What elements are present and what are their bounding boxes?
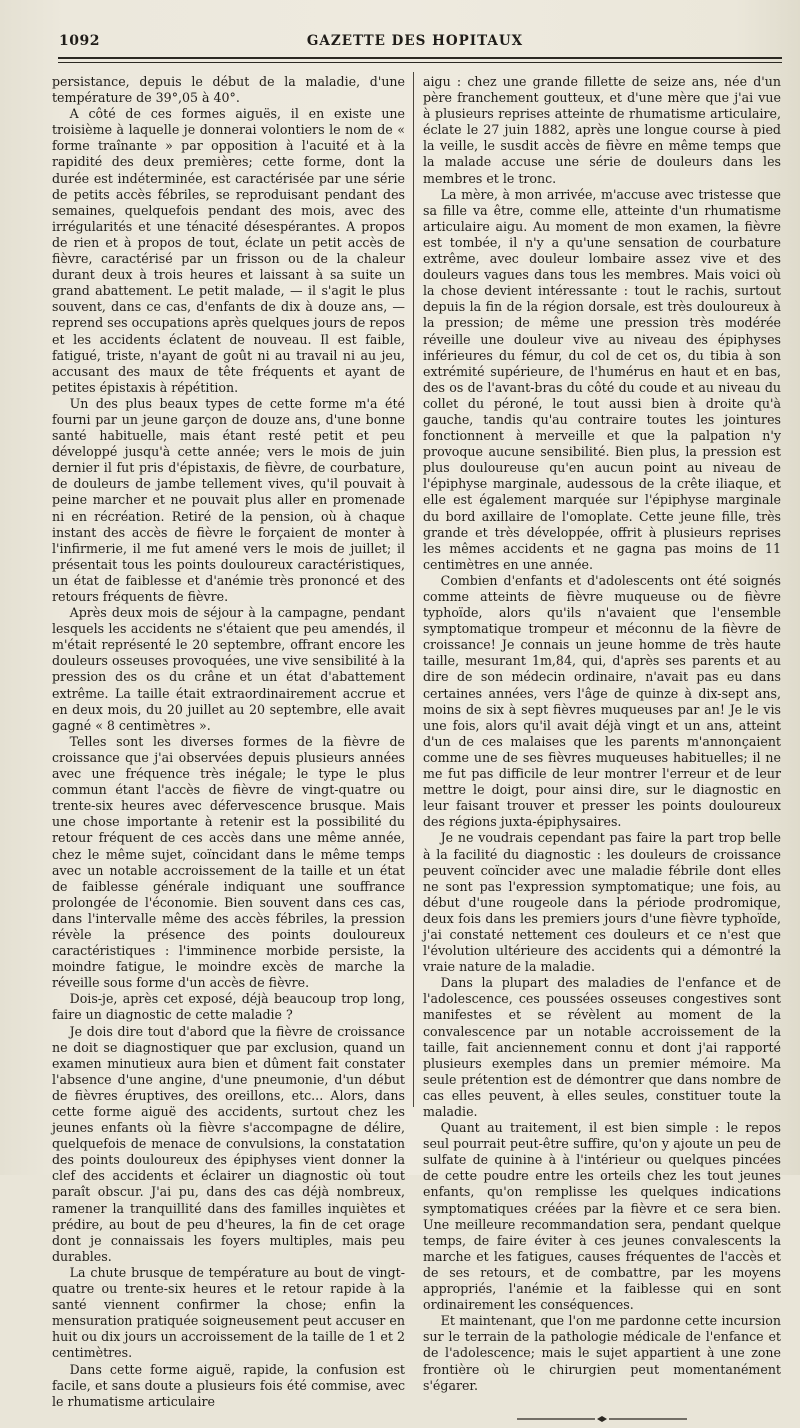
paragraph: Quant au traitement, il est bien simple : le repos seul pourrait peut-être suffire, qu'on y ajoute un peu de sulfate de quinine à à l'intérieur ou quelques pincées de cette poudre entre les orteils chez les tout jeunes enfants, qu'on remplisse les quelques indications symptomatiques créées par la fièvre et ce sera bien. Une meilleure recommandation sera, pendant quelque temps, de faire éviter à ces jeunes convalescents la marche et les fatigues, causes fréquentes de l'accès et de ses retours, et de combattre, par les moyens appropriés, l'anémie et la faiblesse qui en sont ordinairement les conséquences. — [423, 1120, 781, 1313]
paragraph: Je dois dire tout d'abord que la fièvre de croissance ne doit se diagnostiquer que par exclusion, quand un examen minutieux aura bien et dûment fait constater l'absence d'une angine, d'une pneumonie, d'un début de fièvres éruptives, des oreillons, etc... Alors, dans cette forme aiguë des accidents, surtout chez les jeunes enfants où la fièvre s'accompagne de délire, quelquefois de menace de convulsions, la constatation des points douloureux des épiphyses vient donner la clef des accidents et éclairer un diagnostic où tout paraît obscur. J'ai pu, dans des cas déjà nombreux, ramener la tranquillité dans des familles inquiètes et prédire, au bout de peu d'heures, la fin de cet orage dont je connaissais les foyers multiples, mais peu durables. — [52, 1023, 405, 1264]
paragraph: La chute brusque de température au bout de vingt-quatre ou trente-six heures et le retour rapide à la santé viennent confirmer la chose; enfin la mensuration pratiquée soigneusement peut accuser en huit ou dix jours un accroissement de la taille de 1 et 2 centimètres. — [52, 1264, 405, 1361]
paragraph: Telles sont les diverses formes de la fièvre de croissance que j'ai observées depuis plusieurs années avec une fréquence très inégale; le type le plus commun étant l'accès de fièvre de vingt-quatre ou trente-six heures avec défervescence brusque. Mais une chose importante à retenir est la possibilité du retour fréquent de ces accès dans une même année, chez le même sujet, coïncidant dans le même temps avec un notable accroissement de la taille et un état de faiblesse générale indiquant une souffrance prolongée de l'économie. Bien souvent dans ces cas, dans l'intervalle même des accès fébriles, la pression révèle la présence des points douloureux caractéristiques : l'imminence morbide persiste, la moindre fatigue, le moindre excès de marche la réveille sous forme d'un accès de fièvre. — [52, 733, 405, 991]
paragraph: Dois-je, après cet exposé, déjà beaucoup trop long, faire un diagnostic de cette maladie ? — [52, 991, 405, 1023]
page-header — [50, 31, 780, 53]
left-column — [52, 74, 405, 1410]
ornament-rule-icon — [517, 1415, 687, 1423]
journal-title: GAZETTE DES HOPITAUX — [306, 33, 524, 49]
right-column — [423, 74, 781, 1428]
paragraph: Et maintenant, que l'on me pardonne cette incursion sur le terrain de la pathologie médicale de l'enfance et de l'adolescence; mais le sujet appartient à une zone frontière où le chirurgien peut momentanément s'égarer. — [423, 1313, 781, 1393]
header-rule-thin — [58, 62, 782, 63]
page-number: 1092 — [59, 33, 100, 49]
paragraph: Après deux mois de séjour à la campagne, pendant lesquels les accidents ne s'étaient que peu amendés, il m'était représenté le 20 septembre, offrant encore les douleurs osseuses provoquées, une vive sensibilité à la pression des os du crâne et un état d'abattement extrême. La taille était extraordinairement accrue et en deux mois, du 20 juillet au 20 septembre, elle avait gagné « 8 centimètres ». — [52, 605, 405, 733]
header-rule-thick — [58, 57, 782, 59]
paragraph: Dans la plupart des maladies de l'enfance et de l'adolescence, ces poussées osseuses congestives sont manifestes et se révèlent au moment de la convalescence par un notable accroissement de la taille, fait anciennement connu et dont j'ai rapporté plusieurs exemples dans un premier mémoire. Ma seule prétention est de démontrer que dans nombre de cas elles peuvent, à elles seules, constituer toute la maladie. — [423, 975, 781, 1119]
section-end-ornament — [423, 1412, 781, 1428]
column-divider — [413, 72, 414, 1107]
paragraph: A côté de ces formes aiguës, il en existe une troisième à laquelle je donnerai volontiers le nom de « forme traînante » par opposition à l'acuité et à la rapidité des deux premières; cette forme, dont la durée est indéterminée, est caractérisée par une série de petits accès fébriles, se reproduisant pendant des semaines, quelquefois pendant des mois, avec des irrégularités et une ténacité désespérantes. A propos de rien et à propos de tout, éclate un petit accès de fièvre, caractérisé par un frisson ou de la chaleur durant deux à trois heures et laissant à sa suite un grand abattement. Le petit malade, — il s'agit le plus souvent, dans ce cas, d'enfants de dix à douze ans, — reprend ses occupations après quelques jours de repos et les accidents éclatent de nouveau. Il est faible, fatigué, triste, n'ayant de goût ni au travail ni au jeu, accusant des maux de tête fréquents et ayant de petites épistaxis à répétition. — [52, 106, 405, 395]
paragraph: Je ne voudrais cependant pas faire la part trop belle à la facilité du diagnostic : les douleurs de croissance peuvent coïncider avec une maladie fébrile dont elles ne sont pas l'expression symptomatique; une fois, au début d'une rougeole dans la période prodromique, deux fois dans les premiers jours d'une fièvre typhoïde, j'ai constaté nettement ces douleurs et ce n'est que l'évolution ultérieure des accidents qui a démontré la vraie nature de la maladie. — [423, 830, 781, 975]
paragraph: Combien d'enfants et d'adolescents ont été soignés comme atteints de fièvre muqueuse ou de fièvre typhoïde, alors qu'ils n'avaient que l'ensemble symptomatique trompeur et méconnu de la fièvre de croissance! Je connais un jeune homme de très haute taille, mesurant 1m,84, qui, d'après ses parents et au dire de son médecin ordinaire, n'avait pas eu dans certaines années, vers l'âge de quinze à dix-sept ans, moins de six à sept fièvres muqueuses par an! Je le vis une fois, alors qu'il avait déjà vingt et un ans, atteint d'un de ces malaises que les parents m'annonçaient comme une de ses fièvres muqueuses habituelles; il ne me fut pas difficile de leur montrer l'erreur et de leur mettre le doigt, pour ainsi dire, sur le diagnostic en leur faisant trouver et presser les points douloureux des régions juxta-épiphysaires. — [423, 572, 781, 830]
paragraph: persistance, depuis le début de la maladie, d'une température de 39°,05 à 40°. — [52, 74, 405, 106]
paragraph: Dans cette forme aiguë, rapide, la confusion est facile, et sans doute a plusieurs fois été commise, avec le rhumatisme articulaire — [52, 1361, 405, 1409]
paragraph: aigu : chez une grande fillette de seize ans, née d'un père franchement goutteux, et d'une mère que j'ai vue à plusieurs reprises atteinte de rhumatisme articulaire, éclate le 27 juin 1882, après une longue course à pied la veille, le susdit accès de fièvre en même temps que la malade accuse une série de douleurs dans les membres et le tronc. — [423, 74, 781, 186]
paragraph: La mère, à mon arrivée, m'accuse avec tristesse que sa fille va être, comme elle, atteinte d'un rhumatisme articulaire aigu. Au moment de mon examen, la fièvre est tombée, il n'y a qu'une sensation de courbature extrême, avec douleur lombaire assez vive et des douleurs vagues dans tous les membres. Mais voici où la chose devient intéressante : tout le rachis, surtout depuis la fin de la région dorsale, est très douloureux à la pression; de même une pression très modérée réveille une douleur vive au niveau des épiphyses inférieures du fémur, du col de cet os, du tibia à son extrémité supérieure, de l'humérus en haut et en bas, des os de l'avant-bras du côté du coude et au niveau du collet du péroné, le tout aussi bien à droite qu'à gauche, tandis qu'au contraire toutes les jointures fonctionnent à merveille et que la palpation n'y provoque aucune sensibilité. Bien plus, la pression est plus douloureuse qu'en aucun point au niveau de l'épiphyse marginale, audessous de la crête iliaque, et elle est également marquée sur l'épiphyse marginale du bord axillaire de l'omoplate. Cette jeune fille, très grande et très développée, offrit à plusieurs reprises les mêmes accidents et ne gagna pas moins de 11 centimètres en une année. — [423, 186, 781, 572]
paragraph: Un des plus beaux types de cette forme m'a été fourni par un jeune garçon de douze ans, d'une bonne santé habituelle, mais étant resté petit et peu développé jusqu'à cette année; vers le mois de juin dernier il fut pris d'épistaxis, de fièvre, de courbature, de douleurs de jambe tellement vives, qu'il pouvait à peine marcher et ne pouvait plus aller en promenade ni en récréation. Retiré de la pension, où à chaque instant des accès de fièvre le forçaient de monter à l'infirmerie, il me fut amené vers le mois de juillet; il présentait tous les points douloureux caractéristiques, un état de faiblesse et d'anémie très prononcé et des retours fréquents de fièvre. — [52, 395, 405, 604]
